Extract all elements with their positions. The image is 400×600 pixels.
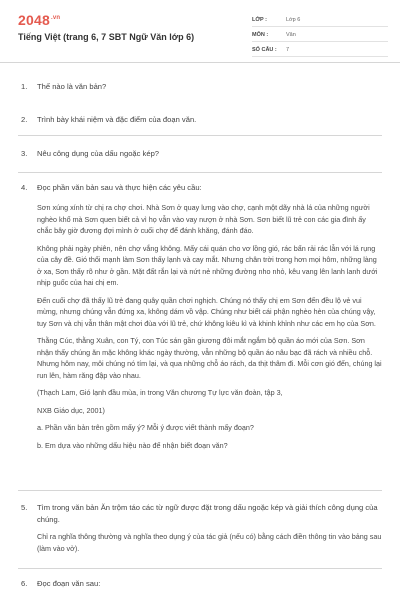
- question-text: Đọc phần văn bản sau và thực hiện các yêu cầu:: [37, 183, 202, 192]
- question-number: 4.: [21, 183, 28, 192]
- question-text: Trình bày khái niệm và đặc điểm của đoạn văn.: [37, 115, 197, 124]
- question-number: 1.: [21, 82, 28, 91]
- citation-line: (Thạch Lam, Gió lạnh đầu mùa, in trong Văn chương Tự lực văn đoàn, tập 3,: [37, 388, 283, 397]
- citation-line: NXB Giáo dục, 2001): [37, 405, 105, 415]
- meta-label: SỐ CÂU :: [252, 46, 277, 53]
- meta-subject-row: [252, 28, 388, 42]
- question-item: [18, 182, 382, 194]
- question-text: Nêu công dụng của dấu ngoặc kép?: [37, 149, 160, 158]
- question-item: [18, 114, 382, 126]
- sub-question: a. Phần văn bản trên gồm mấy ý? Mỗi ý được viết thành mấy đoạn?: [37, 423, 254, 432]
- passage-paragraph: Không phải ngày phiên, nên chợ vắng không. Mấy cái quán cho vơ lồng gió, rác bẩn rải rác lẫn với lá rụng của cây đề. Gió thổi mạnh làm Sơn thấy lạnh và cay mắt. Nhưng chân trời trong hơn mọi hôm, những làng ở xa, Sơn thấy rõ như ở gần. Mặt đất rắn lại và nứt nẻ những đường nho nhỏ, kêu vang lên lanh lanh dưới nhịp guốc của hai chị em.: [37, 243, 378, 287]
- site-logo[interactable]: $2048^{.vn}$: [18, 12, 61, 28]
- question-item: [18, 148, 382, 160]
- question-item: [18, 81, 382, 93]
- question-4-passage: [18, 202, 382, 451]
- divider: [18, 568, 382, 569]
- question-number: 5.: [21, 503, 28, 512]
- question-note: Chỉ ra nghĩa thông thường và nghĩa theo dụng ý của tác giả (nếu có) bằng cách điền thông tin vào bảng sau (làm vào vở).: [37, 532, 382, 553]
- meta-label: MÔN :: [252, 31, 269, 38]
- meta-class-row: [252, 13, 388, 27]
- meta-label: LỚP :: [252, 16, 267, 23]
- divider: [18, 135, 382, 136]
- passage-paragraph: Sơn xúng xính từ chị ra chợ chơi. Nhà Sơn ở quay lưng vào chợ, cạnh một dãy nhà lá của những người nghèo khổ mà Sơn quen biết cả vì họ vẫn vào vay nượn ở nhà Sơn. Sơn biết lũ trẻ con các gia đình ấy chắc bây giờ đương đợi mình ở cuối chợ để đánh khăng, đánh đáo.: [37, 203, 370, 235]
- question-item: [18, 502, 382, 554]
- meta-info: [252, 13, 388, 58]
- sub-question: b. Em dựa vào những dấu hiệu nào để nhận biết đoạn văn?: [37, 440, 228, 450]
- question-number: 3.: [21, 149, 28, 158]
- divider: [18, 490, 382, 491]
- question-text: Đọc đoạn văn sau:: [37, 579, 101, 588]
- question-text: Thế nào là văn bản?: [37, 82, 107, 91]
- page-title: Tiếng Việt (trang 6, 7 SBT Ngữ Văn lớp 6): [18, 32, 195, 42]
- passage-paragraph: Thằng Cúc, thằng Xuân, con Tý, con Túc sán gần giương đôi mắt ngắm bộ quần áo mới của Sơn. Sơn nhận thấy chúng ăn mặc không khác ngày thường, vẫn những bộ quần áo nâu bạc đã rách và nhiều chỗ. Nhưng hôm nay, môi chúng nó tím lại, và qua những chỗ áo rách, da thịt thâm đi. Mỗi cơn gió đến, chúng lại run lên, hàm răng đập vào nhau.: [37, 336, 382, 380]
- meta-value: Lớp 6: [286, 16, 301, 23]
- question-text: Tìm trong văn bản Ăn trộm táo các từ ngữ được đặt trong dấu ngoặc kép và giải thích công dụng của chúng.: [37, 503, 378, 524]
- passage-paragraph: Đến cuối chợ đã thấy lũ trẻ đang quây quần chơi nghịch. Chúng nó thấy chị em Sơn đến đều lộ vẻ vui mừng, nhưng chúng vẫn đứng xa, không dám vồ vập. Chúng như biết cái phận nghèo hèn của chúng vậy, tuy Sơn và chị vẫn thân mật chơi đùa với lũ trẻ, chứ không kiêu kì và khinh khỉnh như các em họ của Sơn.: [37, 295, 376, 328]
- meta-count-row: [252, 43, 388, 57]
- question-item: [18, 578, 382, 590]
- page-header: [0, 0, 400, 63]
- meta-value: 7: [286, 46, 290, 53]
- question-number: 6.: [21, 579, 28, 588]
- meta-value: Văn: [286, 31, 296, 38]
- question-number: 2.: [21, 115, 28, 124]
- divider: [18, 172, 382, 173]
